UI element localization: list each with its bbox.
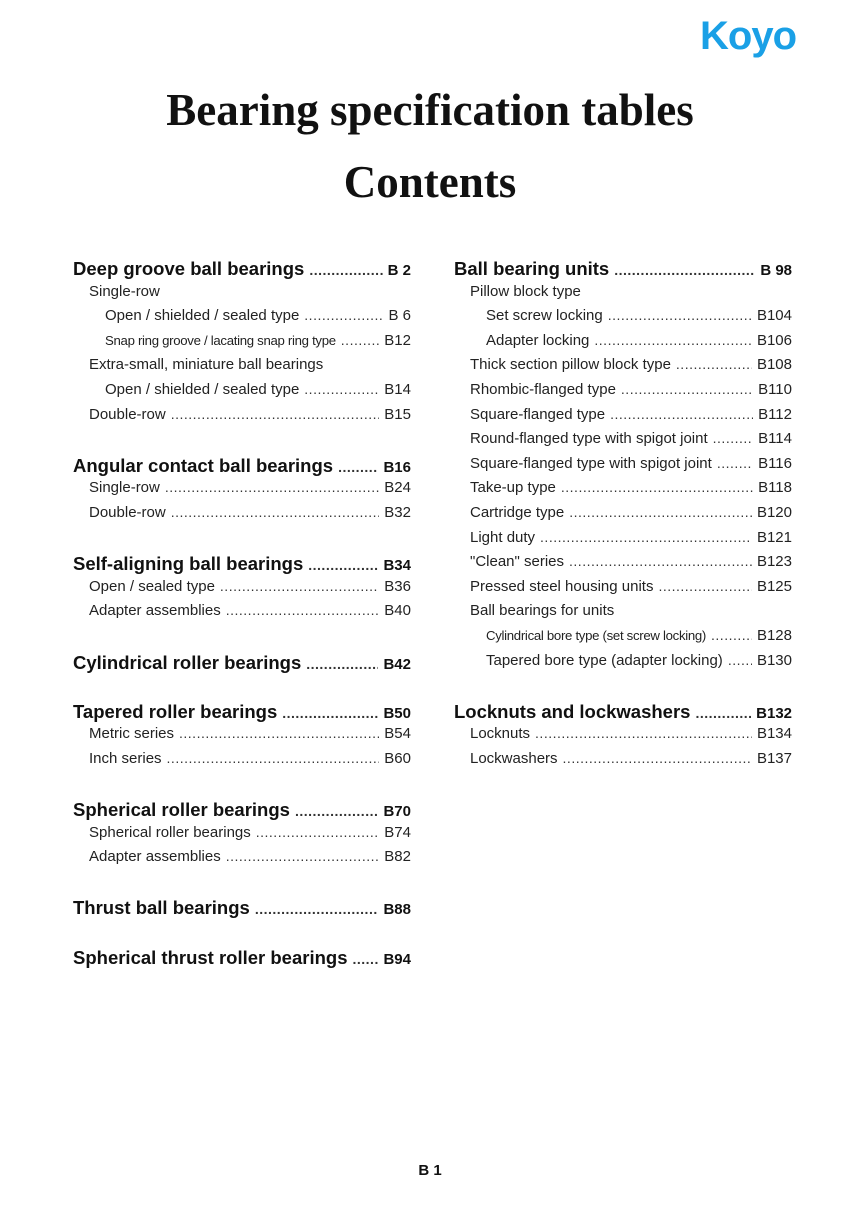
page-subtitle: Contents <box>343 157 517 207</box>
toc-page-number: B12 <box>384 331 411 349</box>
toc-entry-label: Square-flanged type with spigot joint <box>470 454 712 472</box>
toc-entry-label: Thrust ball bearings <box>73 897 250 919</box>
toc-entry-label: Locknuts and lockwashers <box>454 700 691 722</box>
dot-leader <box>341 332 380 348</box>
toc-entry[interactable] <box>454 504 792 529</box>
toc-page-number: B130 <box>756 651 792 669</box>
toc-entry-label: Angular contact ball bearings <box>73 454 334 476</box>
toc-entry[interactable] <box>73 307 411 332</box>
toc-page-number: B50 <box>383 704 411 722</box>
toc-section-heading[interactable] <box>73 947 411 972</box>
toc-entry[interactable] <box>454 553 792 578</box>
toc-page-number: B88 <box>383 901 411 919</box>
toc-page-number: B60 <box>384 749 411 767</box>
toc-entry-label: Ball bearing units <box>454 258 610 279</box>
toc-page-number: B128 <box>756 626 792 644</box>
dot-leader <box>308 557 378 573</box>
toc-entry-label: Adapter assemblies <box>89 602 221 620</box>
toc-page-number: B16 <box>383 458 411 476</box>
toc-entry-label: Open / shielded / sealed type <box>105 307 300 325</box>
dot-leader <box>256 824 380 840</box>
dot-leader <box>304 307 383 323</box>
dot-leader <box>561 479 753 495</box>
toc-page-number: B14 <box>384 380 411 398</box>
toc-page-number: B40 <box>384 602 411 620</box>
toc-entry-label: Lockwashers <box>470 749 558 767</box>
toc-section-heading[interactable] <box>73 897 411 922</box>
toc-entry-label: Inch series <box>89 749 162 767</box>
toc-entry[interactable] <box>73 381 411 406</box>
toc-page-number: B94 <box>383 950 411 968</box>
page-number: B 1 <box>418 1162 442 1179</box>
section-gap <box>73 774 411 799</box>
toc-page-number: B110 <box>758 380 792 398</box>
toc-entry[interactable] <box>73 504 411 529</box>
toc-page-number: B116 <box>758 454 792 472</box>
toc-section-heading[interactable] <box>454 701 792 726</box>
toc-entry-label: Single-row <box>89 282 160 300</box>
toc-page-number: B118 <box>758 479 792 497</box>
dot-leader <box>594 332 752 348</box>
section-gap <box>73 922 411 947</box>
dot-leader <box>608 307 752 323</box>
toc-entry-label: "Clean" series <box>470 553 565 571</box>
section-gap <box>454 676 792 701</box>
toc-section-heading[interactable] <box>73 652 411 677</box>
koyo-logo: Koyo <box>700 14 796 58</box>
toc-entry[interactable] <box>454 627 792 652</box>
dot-leader <box>610 406 753 422</box>
toc-entry[interactable] <box>454 332 792 357</box>
toc-entry-label: Take-up type <box>470 479 556 497</box>
toc-page-number: B121 <box>756 528 792 546</box>
toc-entry[interactable] <box>73 602 411 627</box>
toc-entry-label: Spherical thrust roller bearings <box>73 946 348 968</box>
toc-entry[interactable] <box>73 283 411 308</box>
dot-leader <box>711 627 752 643</box>
toc-entry-label: Square-flanged type <box>470 405 606 423</box>
toc-entry-label: Tapered bore type (adapter locking) <box>486 651 723 669</box>
toc-entry-label: Round-flanged type with spigot joint <box>470 430 708 448</box>
toc-entry-label: Open / sealed type <box>89 577 215 595</box>
toc-entry-label: Pillow block type <box>470 282 581 300</box>
toc-page-number: B54 <box>384 725 411 743</box>
toc-entry-label: Light duty <box>470 528 536 546</box>
toc-section-heading[interactable] <box>73 553 411 578</box>
dot-leader <box>165 479 379 495</box>
toc-entry-label: Pressed steel housing units <box>470 577 654 595</box>
toc-entry[interactable] <box>73 848 411 873</box>
dot-leader <box>171 504 380 520</box>
dot-leader <box>535 725 752 741</box>
toc-entry-label: Open / shielded / sealed type <box>105 380 300 398</box>
toc-entry[interactable] <box>73 578 411 603</box>
dot-leader <box>713 430 753 446</box>
toc-entry[interactable] <box>454 356 792 381</box>
toc-entry-label: Cylindrical roller bearings <box>73 651 302 673</box>
toc-entry-label: Spherical roller bearings <box>89 823 251 841</box>
dot-leader <box>255 901 379 917</box>
toc-page-number: B134 <box>756 725 792 743</box>
dot-leader <box>226 602 380 618</box>
dot-leader <box>614 262 755 278</box>
toc-page-number: B125 <box>756 577 792 595</box>
section-gap <box>73 627 411 652</box>
dot-leader <box>658 578 752 594</box>
toc-page-number: B74 <box>384 823 411 841</box>
toc-entry[interactable] <box>454 725 792 750</box>
toc-entry-label: Cylindrical bore type (set screw locking) <box>486 627 707 643</box>
toc-entry[interactable] <box>454 602 792 627</box>
toc-page-number: B34 <box>383 557 411 575</box>
toc-page-number: B132 <box>756 704 792 722</box>
toc-entry-label: Self-aligning ball bearings <box>73 553 304 575</box>
toc-page-number: B32 <box>384 503 411 521</box>
contents-right-column <box>454 258 792 774</box>
toc-page-number: B120 <box>756 503 792 521</box>
toc-entry-label: Snap ring groove / lacating snap ring type <box>105 332 336 348</box>
toc-page-number: B106 <box>756 331 792 349</box>
toc-section-heading[interactable] <box>454 258 792 283</box>
dot-leader <box>569 553 752 569</box>
dot-leader <box>540 529 752 545</box>
toc-entry-label: Adapter assemblies <box>89 848 221 866</box>
toc-page-number: B36 <box>384 577 411 595</box>
toc-entry-label: Single-row <box>89 479 160 497</box>
toc-entry[interactable] <box>454 479 792 504</box>
toc-page-number: B137 <box>756 749 792 767</box>
section-gap <box>73 676 411 701</box>
toc-entry-label: Set screw locking <box>486 307 603 325</box>
section-gap <box>73 529 411 554</box>
toc-entry-label: Deep groove ball bearings <box>73 258 305 279</box>
toc-page-number: B114 <box>758 430 792 448</box>
dot-leader <box>717 455 753 471</box>
toc-page-number: B108 <box>756 356 792 374</box>
toc-section-heading[interactable] <box>73 455 411 480</box>
dot-leader <box>621 381 753 397</box>
toc-entry[interactable] <box>73 824 411 849</box>
dot-leader <box>695 705 751 721</box>
toc-entry-label: Rhombic-flanged type <box>470 380 616 398</box>
toc-page-number: B 6 <box>388 307 411 325</box>
toc-entry[interactable] <box>73 356 411 381</box>
toc-entry[interactable] <box>454 381 792 406</box>
dot-leader <box>353 951 379 967</box>
toc-page-number: B42 <box>383 655 411 673</box>
section-gap <box>73 430 411 455</box>
toc-entry-label: Metric series <box>89 725 175 743</box>
dot-leader <box>676 356 752 372</box>
dot-leader <box>304 381 379 397</box>
toc-entry[interactable] <box>73 479 411 504</box>
toc-page-number: B82 <box>384 848 411 866</box>
toc-page-number: B104 <box>756 307 792 325</box>
toc-section-heading[interactable] <box>73 799 411 824</box>
page-title: Bearing specification tables <box>166 85 694 135</box>
dot-leader <box>282 705 378 721</box>
dot-leader <box>220 578 379 594</box>
toc-entry[interactable] <box>73 406 411 431</box>
toc-page-number: B70 <box>383 803 411 821</box>
dot-leader <box>179 725 379 741</box>
toc-entry[interactable] <box>454 430 792 455</box>
toc-entry-label: Double-row <box>89 405 166 423</box>
toc-entry[interactable] <box>73 725 411 750</box>
dot-leader <box>728 652 752 668</box>
dot-leader <box>569 504 752 520</box>
toc-entry-label: Thick section pillow block type <box>470 356 671 374</box>
toc-entry-label: Locknuts <box>470 725 531 743</box>
dot-leader <box>226 848 380 864</box>
toc-entry[interactable] <box>454 652 792 677</box>
toc-entry-label: Adapter locking <box>486 331 590 349</box>
toc-entry-label: Ball bearings for units <box>470 602 615 620</box>
dot-leader <box>295 803 379 819</box>
toc-entry-label: Double-row <box>89 503 166 521</box>
toc-entry[interactable] <box>454 529 792 554</box>
toc-entry[interactable] <box>454 455 792 480</box>
toc-entry-label: Spherical roller bearings <box>73 799 290 821</box>
toc-section-heading[interactable] <box>73 701 411 726</box>
toc-entry-label: Extra-small, miniature ball bearings <box>89 356 324 374</box>
dot-leader <box>338 459 378 475</box>
section-gap <box>73 873 411 898</box>
toc-page-number: B112 <box>758 405 792 423</box>
toc-entry[interactable] <box>454 406 792 431</box>
contents-left-column <box>73 258 411 971</box>
dot-leader <box>167 750 380 766</box>
toc-page-number: B123 <box>756 553 792 571</box>
toc-entry[interactable] <box>454 578 792 603</box>
toc-page-number: B24 <box>384 479 411 497</box>
toc-section-heading[interactable] <box>73 258 411 283</box>
toc-entry[interactable] <box>73 750 411 775</box>
toc-entry[interactable] <box>454 283 792 308</box>
toc-page-number: B 2 <box>387 262 411 279</box>
toc-entry[interactable] <box>454 307 792 332</box>
toc-page-number: B15 <box>384 405 411 423</box>
toc-entry[interactable] <box>73 332 411 357</box>
toc-entry[interactable] <box>454 750 792 775</box>
dot-leader <box>563 750 752 766</box>
dot-leader <box>306 656 378 672</box>
dot-leader <box>309 262 382 278</box>
dot-leader <box>171 406 380 422</box>
toc-entry-label: Cartridge type <box>470 503 565 521</box>
toc-entry-label: Tapered roller bearings <box>73 700 278 722</box>
toc-page-number: B 98 <box>760 262 792 279</box>
